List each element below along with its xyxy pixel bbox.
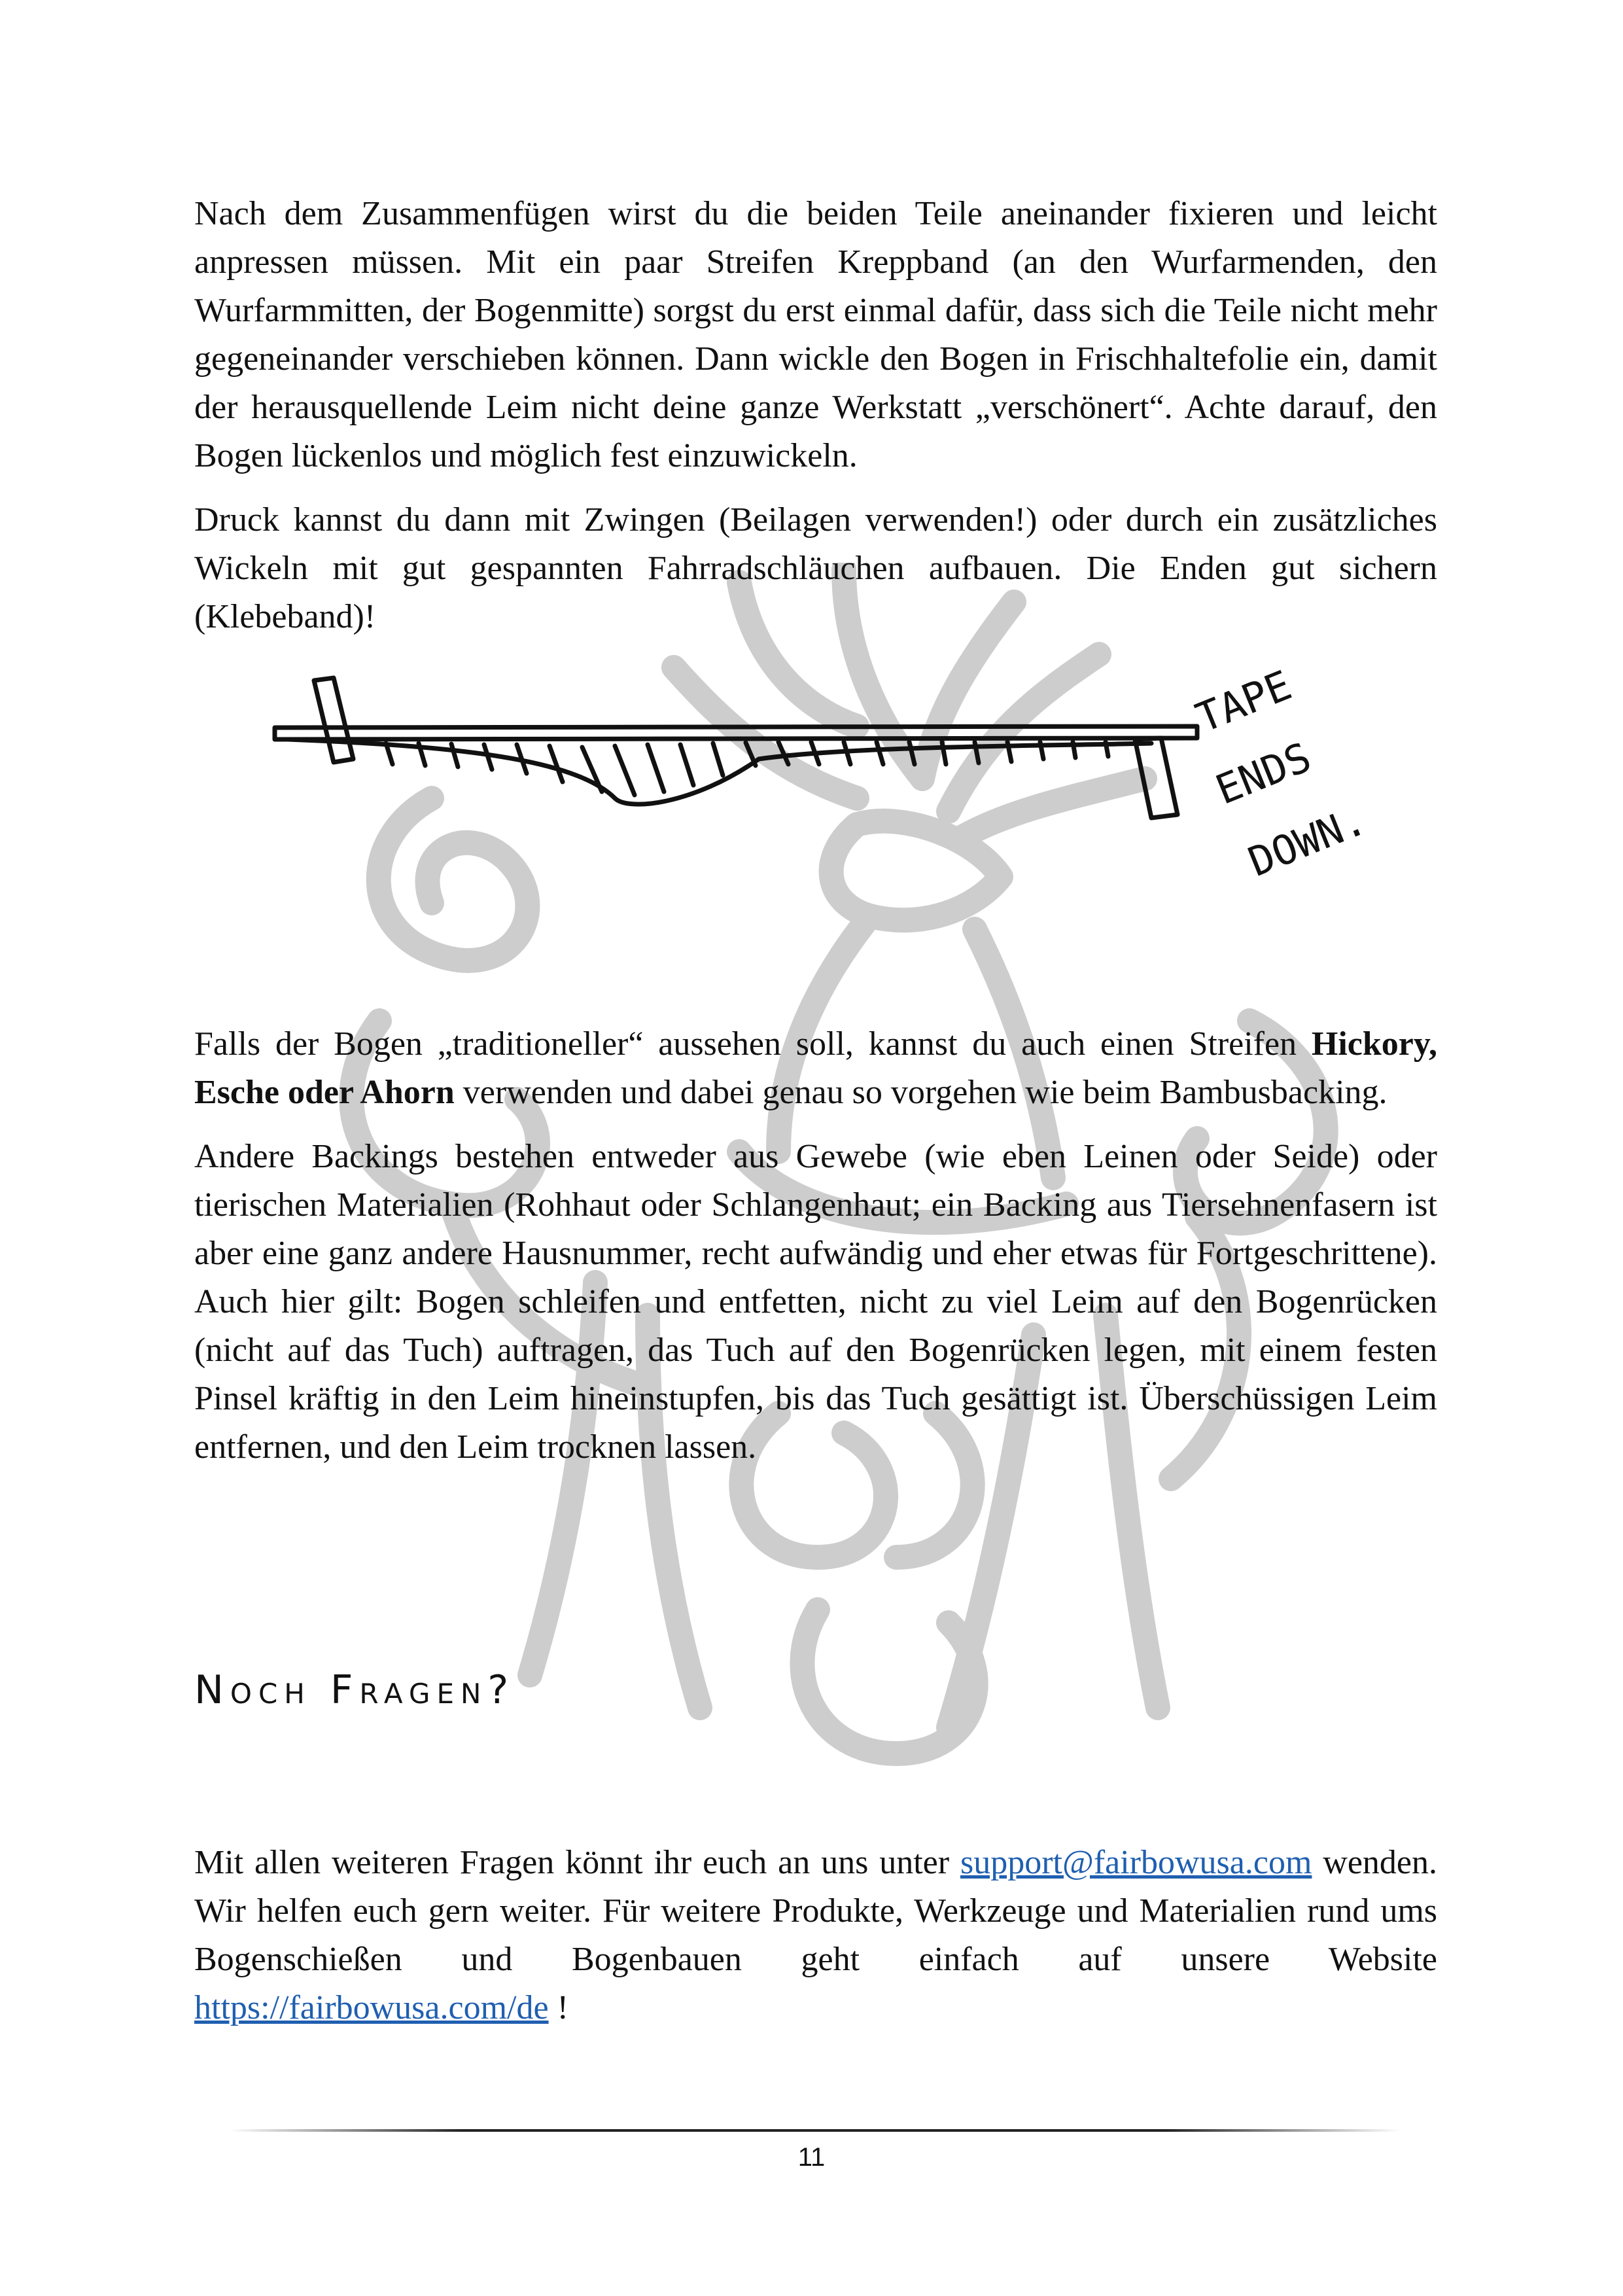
bow-wrapping-sketch [262,661,1413,949]
contact-text-2: wenden. Wir helfen euch gern weiter. Für weitere Produkte, Werkzeuge und Materialien rund ums Bogenschießen und Bogenbauen geht einfach auf unsere Website [194,1844,1438,1978]
wood-types: Hickory, Esche oder Ahorn [194,1025,1437,1111]
contact-paragraph [194,1839,1437,2048]
website-link[interactable]: https://fairbowusa.com/de [194,1989,549,2026]
paragraph-traditional [194,1020,1437,1117]
support-email-link[interactable]: support@fairbowusa.com [960,1844,1312,1881]
sketch-note-3: DOWN. [1242,796,1373,886]
paragraph-traditional-start: Falls der Bogen „traditioneller“ aussehen soll, kannst du auch einen Streifen [194,1025,1312,1063]
paragraph-traditional-end: verwenden und dabei genau so vorgehen wie beim Bambusbacking. [454,1074,1387,1111]
footer-divider [229,2129,1400,2132]
paragraph-assembly: Nach dem Zusammenfügen wirst du die beiden Teile aneinander fixieren und leicht anpressen müssen. Mit ein paar Streifen Kreppband (an den Wurfarmenden, den Wurfarmmitten, der Bogenmitte) sorgst du erst einmal dafür, dass sich die Teile nicht mehr gegeneinander verschieben können. Dann wickle den Bogen in Frischhaltefolie ein, damit der herausquellende Leim nicht deine ganze Werkstatt „verschönert“. Achte darauf, den Bogen lückenlos und möglich fest einzuwickeln. [194,195,1437,474]
paragraph-other-backings: Andere Backings bestehen entweder aus Gewebe (wie eben Leinen oder Seide) oder tierischen Materialien (Rohhaut oder Schlangenhaut; ein Backing aus Tiersehnenfasern ist aber eine ganz andere Hausnummer, recht aufwändig und eher etwas für Fortgeschrittene). Auch hier gilt: Bogen schleifen und entfetten, nicht zu viel Leim auf den Bogenrücken (nicht auf das Tuch) auftragen, das Tuch auf den Bogenrücken legen, mit einem festen Pinsel kräftig in den Leim hineinstupfen, bis das Tuch gesättigt ist. Überschüssigen Leim entfernen, und den Leim trocknen lassen. [194,1138,1437,1466]
page-number: 11 [797,2143,826,2172]
section-heading: Noch Fragen? [194,1667,515,1713]
sketch-note-1: TAPE [1189,661,1299,742]
paragraph-pressure: Druck kannst du dann mit Zwingen (Beilagen verwenden!) oder durch ein zusätzliches Wickeln mit gut gespannten Fahrradschläuchen aufbauen. Die Enden gut sichern (Klebeband)! [194,501,1437,635]
contact-text-1: Mit allen weiteren Fragen könnt ihr euch an uns unter [194,1844,960,1881]
contact-text-3: ! [548,1989,568,2026]
sketch-note-2: ENDS [1209,733,1318,814]
